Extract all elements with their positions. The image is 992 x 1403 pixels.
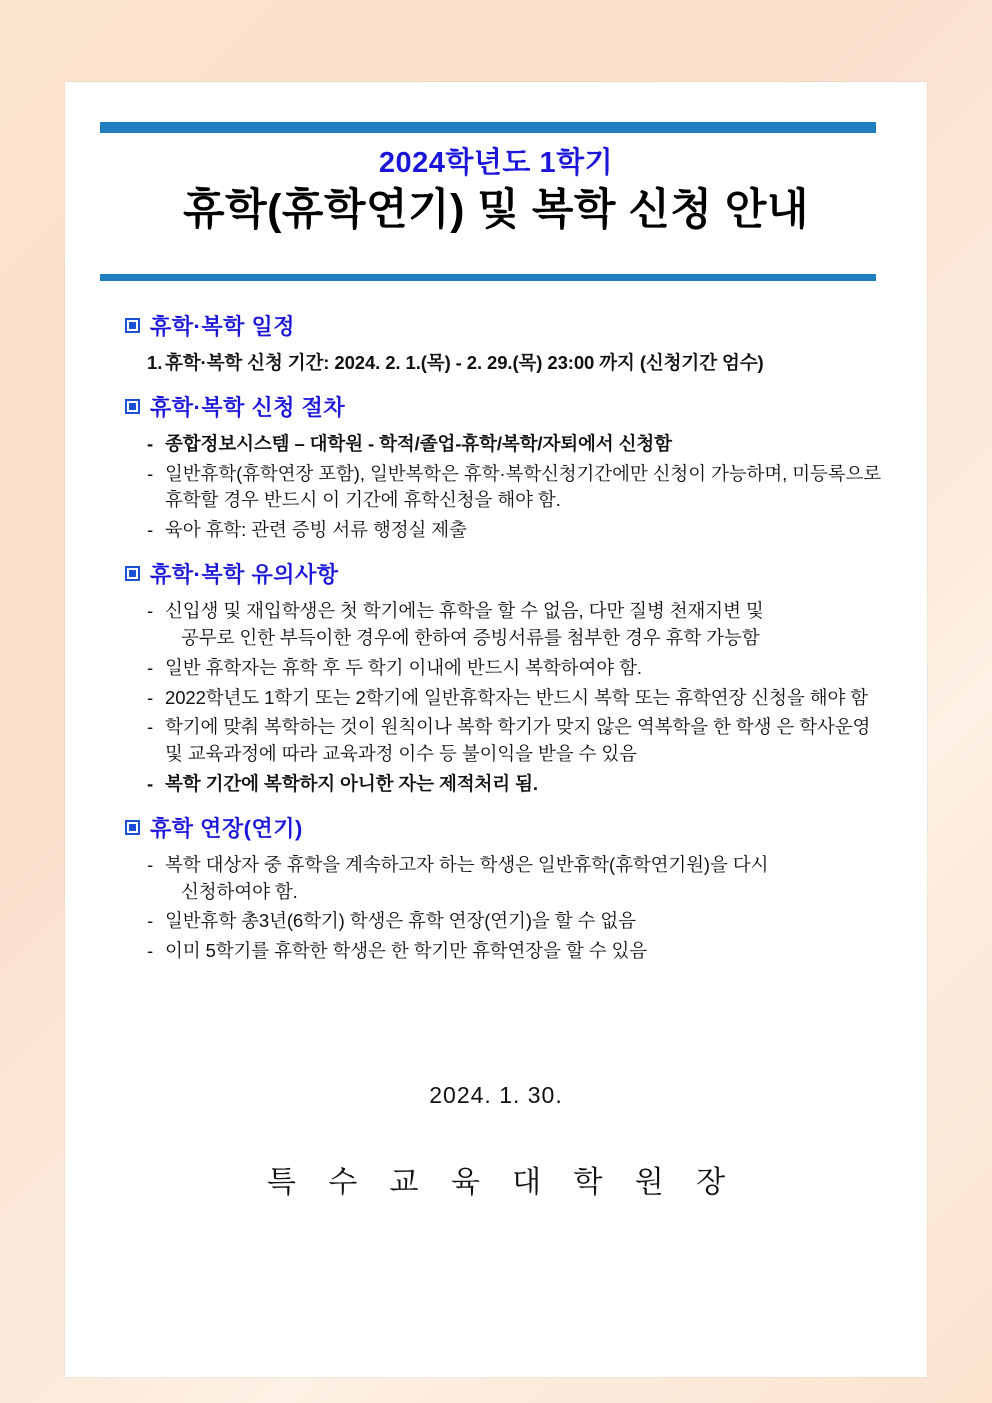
- section-title: 휴학·복학 유의사항: [150, 562, 339, 588]
- list-marker: -: [147, 772, 154, 794]
- list-item-text-cont: 신청하여야 함.: [181, 880, 298, 902]
- notice-body: [125, 310, 887, 979]
- square-bullet-icon: [125, 318, 140, 333]
- list-item-text-cont: 미등록으로 휴학할 경우 반드시 이 기간에 휴학신청을 해야 함.: [165, 462, 882, 511]
- square-bullet-icon: [125, 399, 140, 414]
- list-item: [147, 598, 887, 652]
- list-marker: -: [147, 432, 154, 454]
- notice-page: [65, 82, 927, 1377]
- list-item-text-cont: 은 학사운영 및 교육과정에 따라 교육과정 이수 등 불이익을 받을 수 있음: [165, 716, 871, 765]
- page-title: 휴학(휴학연기) 및 복학 신청 안내: [183, 185, 809, 234]
- list-item: [147, 908, 887, 935]
- list-item-text: 일반휴학(휴학연장 포함), 일반복학은 휴학·복학신청기간에만 신청이 가능하며,: [165, 462, 788, 484]
- list-item-text: 학기에 맞춰 복학하는 것이 원칙이나 복학 학기가 맞지 않은 역복학을 한 학생: [165, 716, 772, 738]
- signature-date: 2024. 1. 30.: [429, 1082, 563, 1108]
- square-bullet-icon: [125, 566, 140, 581]
- list-item-text: 휴학·복학 신청 기간: 2024. 2. 1.(목) - 2. 29.(목) 23:00 까지 (신청기간 엄수): [165, 352, 764, 373]
- section-item-list: [125, 598, 887, 798]
- list-item-text: 종합정보시스템 – 대학원 - 학적/졸업-휴학/복학/자퇴에서 신청함: [165, 432, 672, 454]
- section-heading: [125, 391, 887, 422]
- section-title: 휴학·복학 일정: [150, 314, 295, 339]
- square-bullet-icon: [125, 820, 140, 835]
- list-item: [147, 655, 887, 682]
- section-cautions: [125, 558, 887, 798]
- list-marker: -: [147, 462, 154, 484]
- page-inner: [65, 82, 927, 1377]
- list-item: [147, 431, 887, 458]
- list-item: [147, 461, 887, 515]
- title-block: [65, 148, 927, 235]
- section-heading: [125, 310, 887, 341]
- list-item: [147, 938, 887, 965]
- list-item-text: 복학 대상자 중 휴학을 계속하고자 하는 학생은 일반휴학(휴학연기원)을 다시: [165, 853, 769, 875]
- section-heading: [125, 558, 887, 589]
- list-marker: -: [147, 910, 154, 932]
- section-item-list: [125, 350, 887, 377]
- list-marker: -: [147, 716, 154, 738]
- list-marker: -: [147, 940, 154, 962]
- section-procedure: [125, 391, 887, 544]
- section-schedule: [125, 310, 887, 377]
- header-rule-bottom: [100, 274, 876, 281]
- list-item-text: 이미 5학기를 휴학한 학생은 한 학기만 휴학연장을 할 수 있음: [165, 940, 648, 962]
- list-item-text-cont: 공무로 인한 부득이한 경우에 한하여 증빙서류를 첨부한 경우 휴학 가능함: [181, 626, 760, 648]
- list-marker: -: [147, 519, 154, 541]
- signature-block: [65, 1082, 927, 1201]
- title-year: 2024학년도 1학기: [378, 147, 614, 179]
- section-extension: [125, 812, 887, 965]
- section-heading: [125, 812, 887, 843]
- section-item-list: [125, 431, 887, 544]
- list-item-text: 일반휴학 총3년(6학기) 학생은 휴학 연장(연기)을 할 수 없음: [165, 910, 636, 932]
- list-marker: -: [147, 600, 154, 622]
- list-item-text: 육아 휴학: 관련 증빙 서류 행정실 제출: [165, 519, 467, 541]
- list-marker: -: [147, 656, 154, 678]
- list-item: [147, 685, 887, 712]
- section-title: 휴학·복학 신청 절차: [150, 394, 346, 420]
- list-item-text-cont: 해야 함: [809, 686, 869, 708]
- list-marker: -: [147, 686, 154, 708]
- header-rule-top: [100, 122, 876, 133]
- signature-organization: 특 수 교 육 대 학 원 장: [266, 1166, 738, 1199]
- section-item-list: [125, 852, 887, 965]
- list-marker: -: [147, 853, 154, 875]
- list-item-text: 2022학년도 1학기 또는 2학기에 일반휴학자는 반드시 복학 또는 휴학연장 신청을: [165, 686, 805, 708]
- section-title: 휴학 연장(연기): [150, 815, 303, 841]
- list-item-text: 신입생 및 재입학생은 첫 학기에는 휴학을 할 수 없음, 다만 질병 천재지변 및: [165, 600, 764, 622]
- list-item: [147, 852, 887, 906]
- list-item-text: 복학 기간에 복학하지 아니한 자는 제적처리 됨.: [165, 772, 538, 794]
- list-item: [147, 350, 887, 377]
- list-item: [147, 517, 887, 544]
- list-marker: 1.: [147, 352, 163, 373]
- list-item: [147, 714, 887, 768]
- list-item-text: 일반 휴학자는 휴학 후 두 학기 이내에 반드시 복학하여야 함.: [165, 656, 642, 678]
- list-item: [147, 771, 887, 798]
